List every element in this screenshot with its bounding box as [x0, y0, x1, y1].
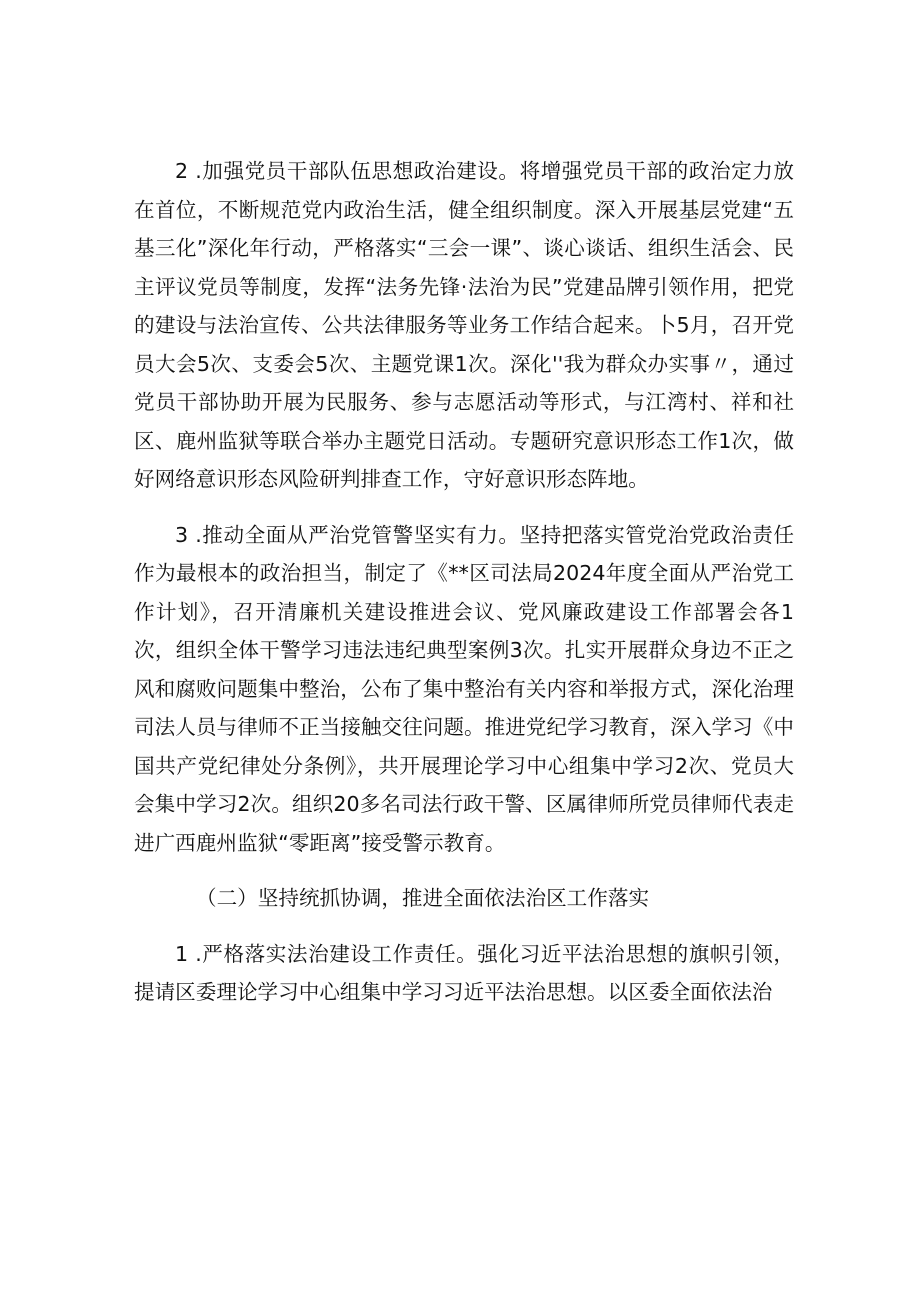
paragraph-strict-governance: 3 .推动全面从严治党管警坚实有力。坚持把落实管党治党政治责任作为最根本的政治担当，制定了《**区司法局2024年度全面从严治党工作计划》，召开清廉机关建设推进会议、党风廉政建设工作部署会各1次，组织全体干警学习违法违纪典型案例3次。扎实开展群众身边不正之风和腐败问题集中整治，公布了集中整治有关内容和举报方式，深化治理司法人员与律师不正当接触交往问题。推进党纪学习教育，深入学习《中国共产党纪律处分条例》，共开展理论学习中心组集中学习2次、党员大会集中学习2次。组织20多名司法行政干警、区属律师所党员律师代表走进广西鹿州监狱“零距离”接受警示教育。 — [134, 522, 794, 855]
paragraph-rule-of-law: 1 .严格落实法治建设工作责任。强化习近平法治思想的旗帜引领，提请区委理论学习中心组集中学习习近平法治思想。以区委全面依法治 — [134, 941, 794, 1004]
document-body — [134, 152, 794, 1029]
paragraph-party-building: 2 .加强党员干部队伍思想政治建设。将增强党员干部的政治定力放在首位，不断规范党内政治生活，健全组织制度。深入开展基层党建“五基三化”深化年行动，严格落实“三会一课”、谈心谈话、组织生活会、民主评议党员等制度，发挥“法务先锋·法治为民”党建品牌引领作用，把党的建设与法治宣传、公共法律服务等业务工作结合起来。卜5月，召开党员大会5次、支委会5次、主题党课1次。深化''我为群众办实事〃，通过党员干部协助开展为民服务、参与志愿活动等形式，与江湾村、祥和社区、鹿州监狱等联合举办主题党日活动。专题研究意识形态工作1次，做好网络意识形态风险研判排查工作，守好意识形态阵地。 — [134, 159, 794, 491]
section-heading: （二）坚持统抓协调，推进全面依法治区工作落实 — [196, 886, 650, 910]
